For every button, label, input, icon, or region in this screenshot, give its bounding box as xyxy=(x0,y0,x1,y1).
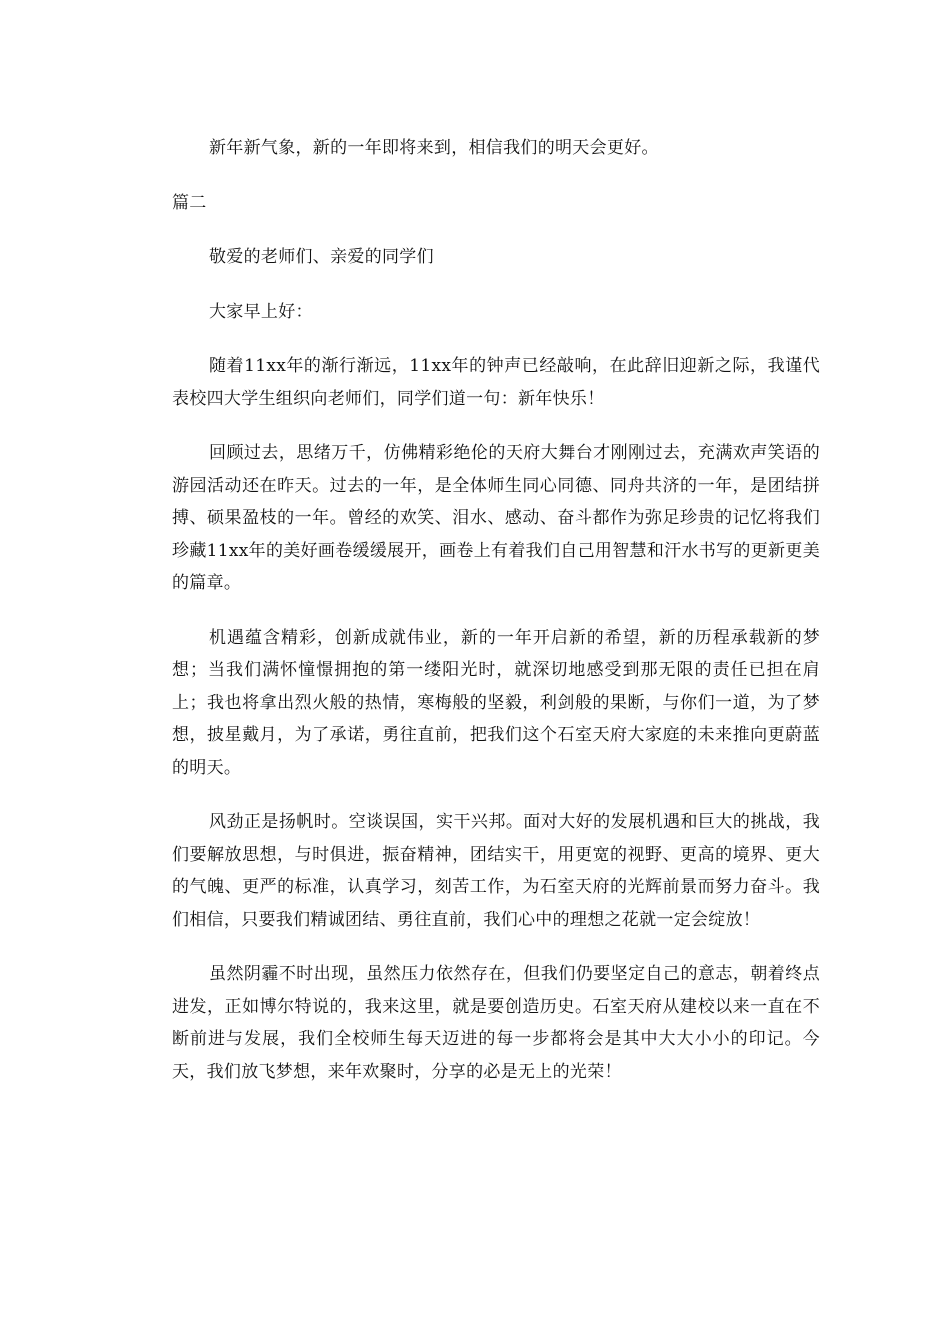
paragraph-1: 随着11xx年的渐行渐远，11xx年的钟声已经敲响，在此辞旧迎新之际，我谨代表校四大学生组织向老师们，同学们道一句：新年快乐！ xyxy=(172,356,820,409)
section-label: 篇二 xyxy=(172,192,207,213)
paragraph-3: 机遇蕴含精彩，创新成就伟业，新的一年开启新的希望，新的历程承载新的梦想；当我们满怀憧憬拥抱的第一缕阳光时，就深切地感受到那无限的责任已担在肩上；我也将拿出烈火般的热情，寒梅般的坚毅，利剑般的果断，与你们一道，为了梦想，披星戴月，为了承诺，勇往直前，把我们这个石室天府大家庭的未来推向更蔚蓝的明天。 xyxy=(172,627,820,778)
intro-line: 新年新气象，新的一年即将来到，相信我们的明天会更好。 xyxy=(209,138,659,158)
greeting: 大家早上好： xyxy=(209,301,313,322)
document-body xyxy=(172,132,820,1110)
paragraph-4: 风劲正是扬帆时。空谈误国，实干兴邦。面对大好的发展机遇和巨大的挑战，我们要解放思想，与时俱进，振奋精神，团结实干，用更宽的视野、更高的境界、更大的气魄、更严的标准，认真学习，刻苦工作，为石室天府的光辉前景而努力奋斗。我们相信，只要我们精诚团结、勇往直前，我们心中的理想之花就一定会绽放！ xyxy=(172,812,820,930)
salutation: 敬爱的老师们、亲爱的同学们 xyxy=(209,247,434,267)
paragraph-5: 虽然阴霾不时出现，虽然压力依然存在，但我们仍要坚定自己的意志，朝着终点进发，正如博尔特说的，我来这里，就是要创造历史。石室天府从建校以来一直在不断前进与发展，我们全校师生每天迈进的每一步都将会是其中大大小小的印记。今天，我们放飞梦想，来年欢聚时，分享的必是无上的光荣！ xyxy=(172,964,820,1082)
paragraph-2: 回顾过去，思绪万千，仿佛精彩绝伦的天府大舞台才刚刚过去，充满欢声笑语的游园活动还在昨天。过去的一年，是全体师生同心同德、同舟共济的一年，是团结拼搏、硕果盈枝的一年。曾经的欢笑、泪水、感动、奋斗都作为弥足珍贵的记忆将我们珍藏11xx年的美好画卷缓缓展开，画卷上有着我们自己用智慧和汗水书写的更新更美的篇章。 xyxy=(172,443,820,593)
